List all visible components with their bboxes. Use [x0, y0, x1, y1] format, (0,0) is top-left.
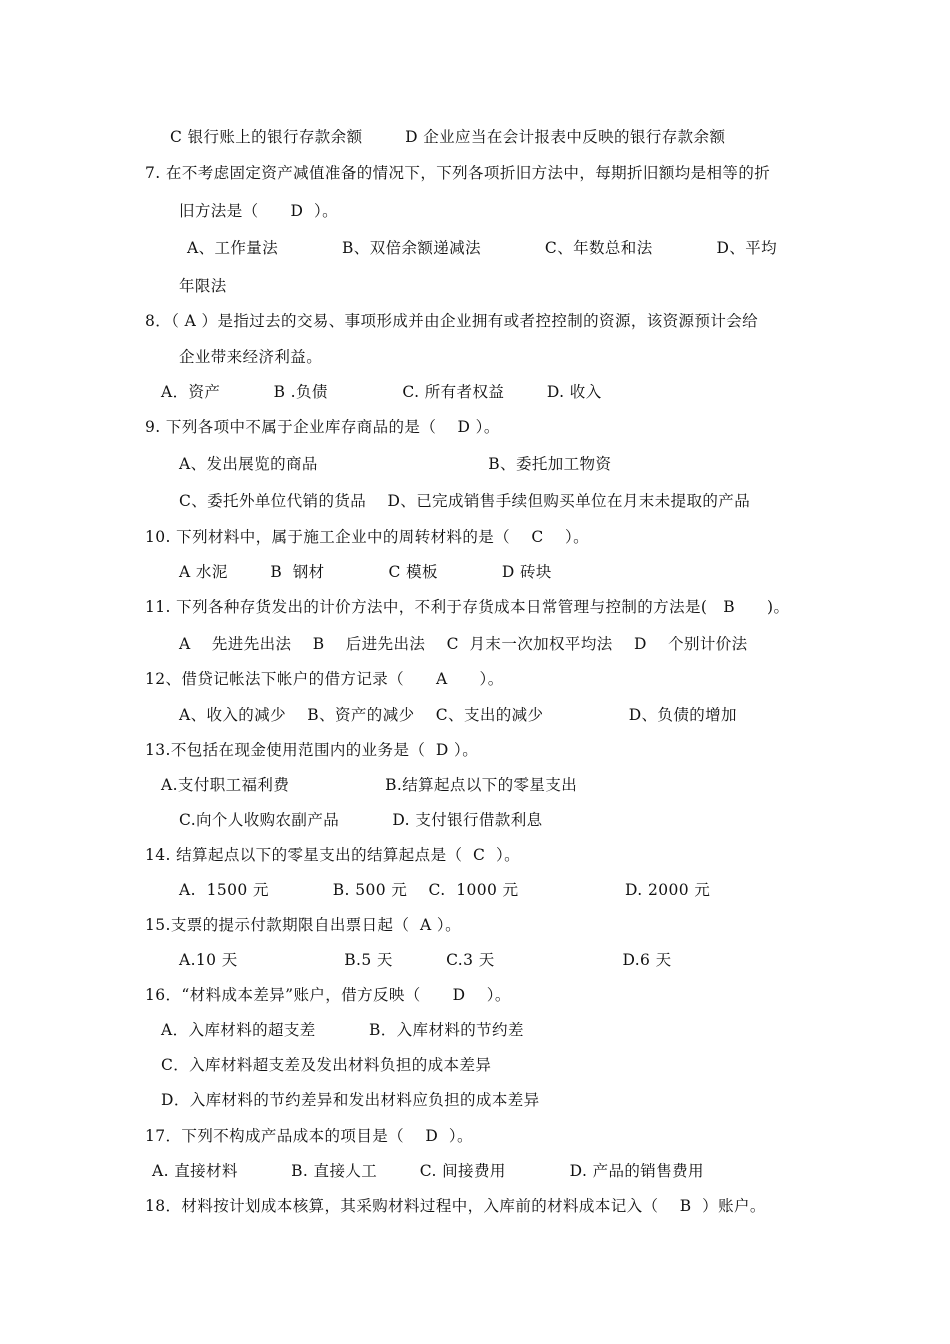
q9-options-line1: A、发出展览的商品 B、委托加工物资	[179, 455, 612, 473]
q13-options-line1: A.支付职工福利费 B.结算起点以下的零星支出	[161, 776, 578, 794]
q9-options-line2: C、委托外单位代销的货品 D、已完成销售手续但购买单位在月末未提取的产品	[179, 492, 751, 510]
q6-options-line: C 银行账上的银行存款余额 D 企业应当在会计报表中反映的银行存款余额	[170, 128, 726, 146]
q11-options: A 先进先出法 B 后进先出法 C 月末一次加权平均法 D 个别计价法	[179, 635, 748, 653]
q10-options: A 水泥 B 钢材 C 模板 D 砖块	[179, 563, 552, 581]
q16-option-d: D．入库材料的节约差异和发出材料应负担的成本差异	[161, 1091, 540, 1109]
q15-options: A.10 天 B.5 天 C.3 天 D.6 天	[179, 951, 672, 969]
q8-question-line1: 8．（ A ）是指过去的交易、事项形成并由企业拥有或者控控制的资源，该资源预计会给	[145, 312, 759, 330]
q16-option-c: C．入库材料超支差及发出材料负担的成本差异	[161, 1056, 492, 1074]
q16-options-ab: A．入库材料的超支差 B．入库材料的节约差	[161, 1021, 524, 1039]
q12-question: 12、借贷记帐法下帐户的借方记录（ A ）。	[145, 670, 504, 688]
q14-question: 14. 结算起点以下的零星支出的结算起点是（ C ）。	[145, 846, 520, 864]
q13-options-line2: C.向个人收购农副产品 D. 支付银行借款利息	[179, 811, 543, 829]
q12-options: A、收入的减少 B、资产的减少 C、支出的减少 D、负债的增加	[179, 706, 737, 724]
q11-question: 11. 下列各种存货发出的计价方法中，不利于存货成本日常管理与控制的方法是( B )。	[145, 598, 790, 616]
q7-question-line1: 7. 在不考虑固定资产减值准备的情况下，下列各项折旧方法中，每期折旧额均是相等的折	[145, 164, 771, 182]
q13-question: 13.不包括在现金使用范围内的业务是（ D ）。	[145, 741, 479, 759]
q16-question: 16．“材料成本差异”账户，借方反映（ D ）。	[145, 986, 511, 1004]
q10-question: 10. 下列材料中，属于施工企业中的周转材料的是（ C ）。	[145, 528, 590, 546]
q15-question: 15.支票的提示付款期限自出票日起（ A ）。	[145, 916, 461, 934]
q17-options: A. 直接材料 B. 直接人工 C. 间接费用 D. 产品的销售费用	[152, 1162, 704, 1180]
q8-options: A．资产 B .负债 C. 所有者权益 D. 收入	[161, 383, 602, 401]
q7-question-line2: 旧方法是（ D ）。	[179, 202, 338, 220]
q8-question-line2: 企业带来经济利益。	[179, 348, 323, 366]
q14-options: A. 1500 元 B. 500 元 C. 1000 元 D. 2000 元	[179, 881, 711, 899]
q7-options-line1: A、工作量法 B、双倍余额递减法 C、年数总和法 D、平均	[187, 239, 778, 257]
q9-question: 9. 下列各项中不属于企业库存商品的是（ D ）。	[145, 418, 500, 436]
q7-options-line2: 年限法	[179, 277, 227, 295]
q18-question: 18．材料按计划成本核算，其采购材料过程中，入库前的材料成本记入（ B ）账户。	[145, 1197, 766, 1215]
q17-question: 17．下列不构成产品成本的项目是（ D ）。	[145, 1127, 473, 1145]
